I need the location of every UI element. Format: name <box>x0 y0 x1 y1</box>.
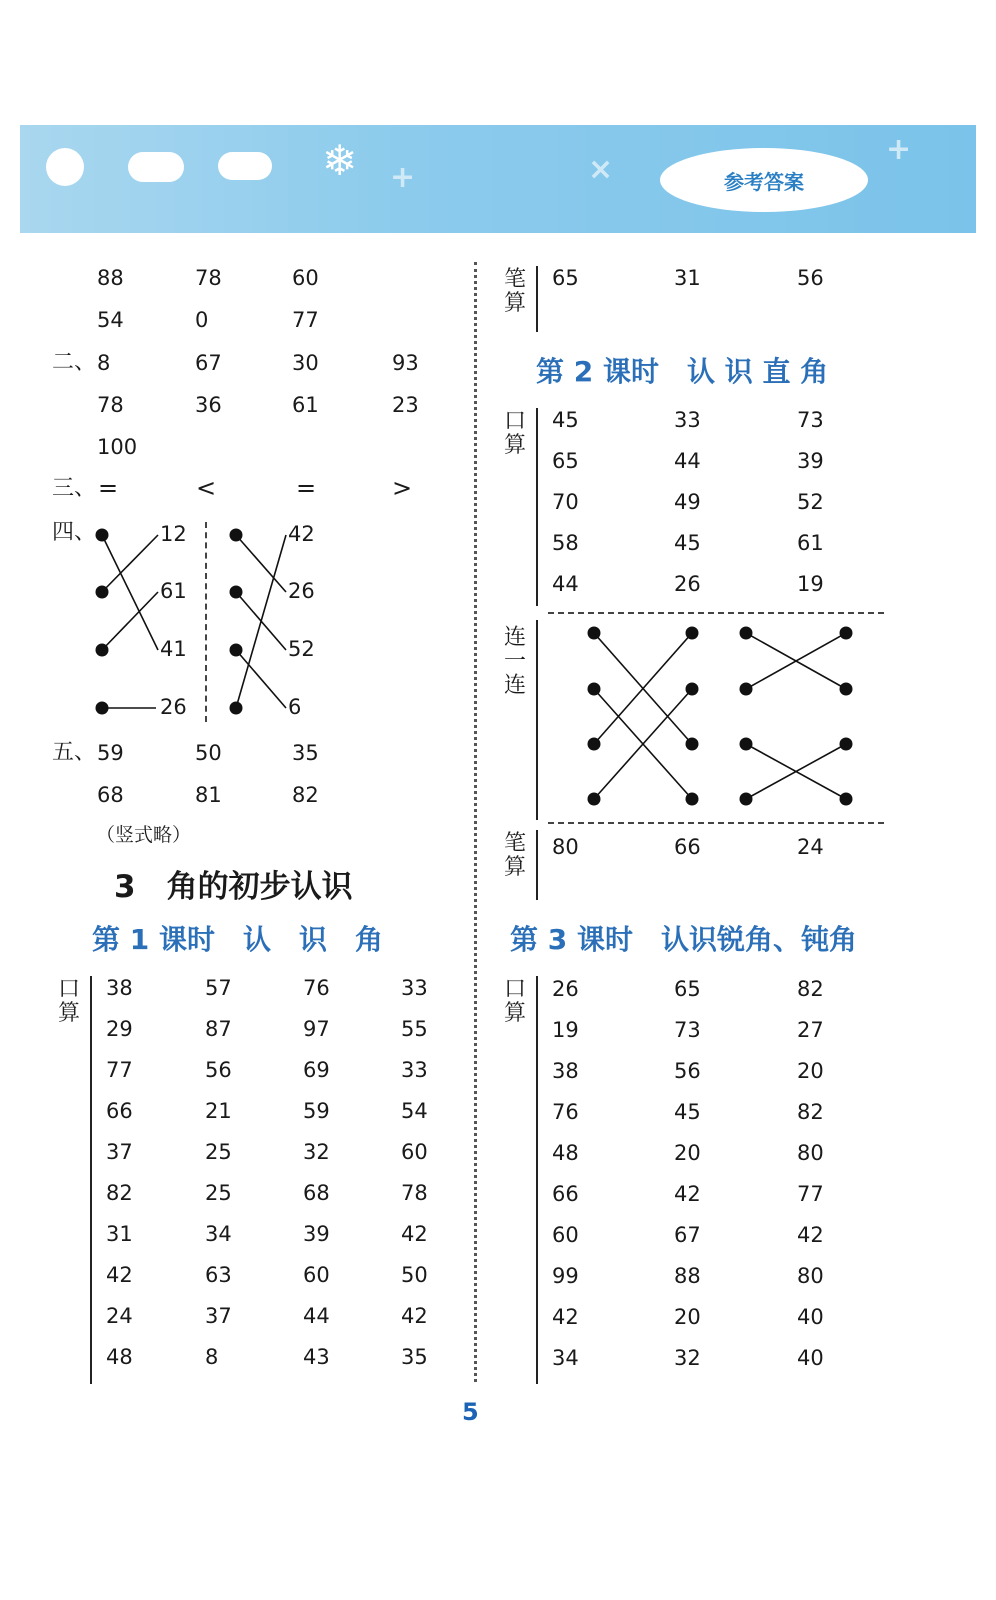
answer-value: 65 <box>552 266 579 290</box>
answer-value: 70 <box>552 490 579 514</box>
answer-value: 42 <box>106 1263 133 1287</box>
comparison-symbol: > <box>392 474 413 502</box>
answer-value: 66 <box>552 1182 579 1206</box>
bracket-line <box>536 620 538 820</box>
answer-value: 87 <box>205 1017 232 1041</box>
lianyilian-label: 连 一 连 <box>503 625 526 699</box>
match-value: 26 <box>160 695 187 719</box>
times-decoration: × <box>588 152 614 187</box>
answer-value: 78 <box>97 393 124 417</box>
question-label: 三、 <box>52 476 97 501</box>
answer-value: 39 <box>303 1222 330 1246</box>
answer-value: 82 <box>797 1100 824 1124</box>
answer-value: 24 <box>106 1304 133 1328</box>
answer-value: 45 <box>552 408 579 432</box>
answer-value: 52 <box>797 490 824 514</box>
answer-value: 60 <box>401 1140 428 1164</box>
comparison-symbol: = <box>98 474 119 502</box>
answer-value: 34 <box>205 1222 232 1246</box>
kousuan-label: 口 算 <box>503 409 526 459</box>
answer-value: 76 <box>552 1100 579 1124</box>
answer-value: 37 <box>106 1140 133 1164</box>
answer-value: 44 <box>303 1304 330 1328</box>
kousuan-label: 口 算 <box>503 977 526 1027</box>
answer-value: 23 <box>392 393 419 417</box>
plus-decoration: + <box>886 132 912 167</box>
answer-value: 97 <box>303 1017 330 1041</box>
bisuan-label: 笔 算 <box>503 267 526 317</box>
answer-value: 77 <box>292 308 319 332</box>
answer-value: 56 <box>205 1058 232 1082</box>
answer-value: 56 <box>797 266 824 290</box>
match-line <box>236 650 286 708</box>
answer-value: 21 <box>205 1099 232 1123</box>
answer-value: 25 <box>205 1140 232 1164</box>
answer-value: 49 <box>674 490 701 514</box>
answer-value: 26 <box>674 572 701 596</box>
answer-value: 78 <box>401 1181 428 1205</box>
answer-value: 39 <box>797 449 824 473</box>
answer-value: 31 <box>674 266 701 290</box>
answer-value: 20 <box>674 1305 701 1329</box>
answer-value: 33 <box>401 1058 428 1082</box>
answer-value: 60 <box>292 266 319 290</box>
question-label: 四、 <box>52 520 97 545</box>
answer-value: 42 <box>401 1304 428 1328</box>
answer-value: 67 <box>195 351 222 375</box>
match-value: 52 <box>288 637 315 661</box>
answer-value: 55 <box>401 1017 428 1041</box>
answer-value: 66 <box>106 1099 133 1123</box>
match-line <box>102 535 158 592</box>
answer-value: 27 <box>797 1018 824 1042</box>
answer-value: 80 <box>552 835 579 859</box>
bracket-line <box>90 976 92 1384</box>
answer-value: 8 <box>97 351 111 375</box>
answer-value: 81 <box>195 783 222 807</box>
answer-value: 50 <box>401 1263 428 1287</box>
match-value: 6 <box>288 695 302 719</box>
answer-value: 20 <box>674 1141 701 1165</box>
answer-value: 45 <box>674 531 701 555</box>
answer-value: 93 <box>392 351 419 375</box>
answer-value: 37 <box>205 1304 232 1328</box>
answer-value: 43 <box>303 1345 330 1369</box>
answer-value: 54 <box>97 308 124 332</box>
bisuan-label: 笔 算 <box>503 831 526 881</box>
answer-value: 44 <box>552 572 579 596</box>
answer-value: 38 <box>106 976 133 1000</box>
answer-value: 50 <box>195 741 222 765</box>
lesson-title: 第 3 课时 认识锐角、钝角 <box>510 923 857 956</box>
answer-value: 61 <box>292 393 319 417</box>
comparison-symbol: < <box>196 474 217 502</box>
answer-value: 58 <box>552 531 579 555</box>
answer-value: 59 <box>97 741 124 765</box>
answer-value: 63 <box>205 1263 232 1287</box>
question-label: 二、 <box>52 350 97 375</box>
kousuan-label: 口 算 <box>57 977 80 1027</box>
bracket-line <box>536 976 538 1384</box>
answer-value: 78 <box>195 266 222 290</box>
bracket-line <box>536 830 538 900</box>
answer-value: 36 <box>195 393 222 417</box>
answer-value: 65 <box>552 449 579 473</box>
chapter-title: 3 角的初步认识 <box>114 869 353 905</box>
answer-value: 59 <box>303 1099 330 1123</box>
answer-value: 45 <box>674 1100 701 1124</box>
answer-value: 32 <box>674 1346 701 1370</box>
answer-value: 69 <box>303 1058 330 1082</box>
page-number: 5 <box>462 1398 479 1426</box>
answer-value: 60 <box>552 1223 579 1247</box>
bracket-line <box>536 408 538 606</box>
answer-value: 0 <box>195 308 209 332</box>
answer-value: 42 <box>552 1305 579 1329</box>
answer-value: 82 <box>292 783 319 807</box>
answer-value: 30 <box>292 351 319 375</box>
comparison-symbol: = <box>296 474 317 502</box>
answer-value: 80 <box>797 1141 824 1165</box>
answer-value: 54 <box>401 1099 428 1123</box>
match-value: 26 <box>288 579 315 603</box>
answer-value: 100 <box>97 435 138 459</box>
answer-value: 26 <box>552 977 579 1001</box>
answer-value: 66 <box>674 835 701 859</box>
lesson-title: 第 2 课时 认 识 直 角 <box>536 355 829 388</box>
answer-value: 68 <box>303 1181 330 1205</box>
answer-value: 48 <box>106 1345 133 1369</box>
bracket-line <box>536 266 538 332</box>
answer-value: 38 <box>552 1059 579 1083</box>
match-value: 61 <box>160 579 187 603</box>
lesson-title: 第 1 课时 认 识 角 <box>92 923 383 956</box>
match-value: 12 <box>160 522 187 546</box>
answer-value: 56 <box>674 1059 701 1083</box>
answer-value: 19 <box>552 1018 579 1042</box>
match-line <box>102 592 158 650</box>
answer-value: 65 <box>674 977 701 1001</box>
answer-value: 42 <box>401 1222 428 1246</box>
answer-value: 25 <box>205 1181 232 1205</box>
answer-value: 42 <box>674 1182 701 1206</box>
answer-value: 40 <box>797 1346 824 1370</box>
answer-value: 20 <box>797 1059 824 1083</box>
answer-value: 77 <box>106 1058 133 1082</box>
answer-value: 33 <box>401 976 428 1000</box>
answer-value: 88 <box>674 1264 701 1288</box>
answer-value: 42 <box>797 1223 824 1247</box>
answer-value: 40 <box>797 1305 824 1329</box>
match-value: 41 <box>160 637 187 661</box>
answer-value: 44 <box>674 449 701 473</box>
answer-value: 80 <box>797 1264 824 1288</box>
answer-value: 19 <box>797 572 824 596</box>
note-text: （竖式略） <box>96 824 192 846</box>
answer-value: 82 <box>797 977 824 1001</box>
answer-badge: 参考答案 <box>660 148 868 212</box>
answer-value: 24 <box>797 835 824 859</box>
answer-value: 35 <box>401 1345 428 1369</box>
answer-value: 77 <box>797 1182 824 1206</box>
snowflake-icon: ❄ <box>322 136 358 185</box>
answer-value: 73 <box>674 1018 701 1042</box>
answer-value: 31 <box>106 1222 133 1246</box>
answer-value: 88 <box>97 266 124 290</box>
answer-value: 33 <box>674 408 701 432</box>
match-value: 42 <box>288 522 315 546</box>
answer-value: 32 <box>303 1140 330 1164</box>
answer-value: 57 <box>205 976 232 1000</box>
answer-value: 48 <box>552 1141 579 1165</box>
answer-value: 76 <box>303 976 330 1000</box>
answer-value: 67 <box>674 1223 701 1247</box>
answer-value: 68 <box>97 783 124 807</box>
match-line <box>236 535 286 708</box>
plus-decoration: + <box>390 160 416 195</box>
match-line <box>102 535 158 650</box>
answer-value: 99 <box>552 1264 579 1288</box>
answer-value: 73 <box>797 408 824 432</box>
answer-value: 61 <box>797 531 824 555</box>
question-label: 五、 <box>52 740 97 765</box>
answer-value: 29 <box>106 1017 133 1041</box>
answer-value: 82 <box>106 1181 133 1205</box>
answer-value: 60 <box>303 1263 330 1287</box>
answer-value: 8 <box>205 1345 219 1369</box>
answer-value: 35 <box>292 741 319 765</box>
answer-value: 34 <box>552 1346 579 1370</box>
